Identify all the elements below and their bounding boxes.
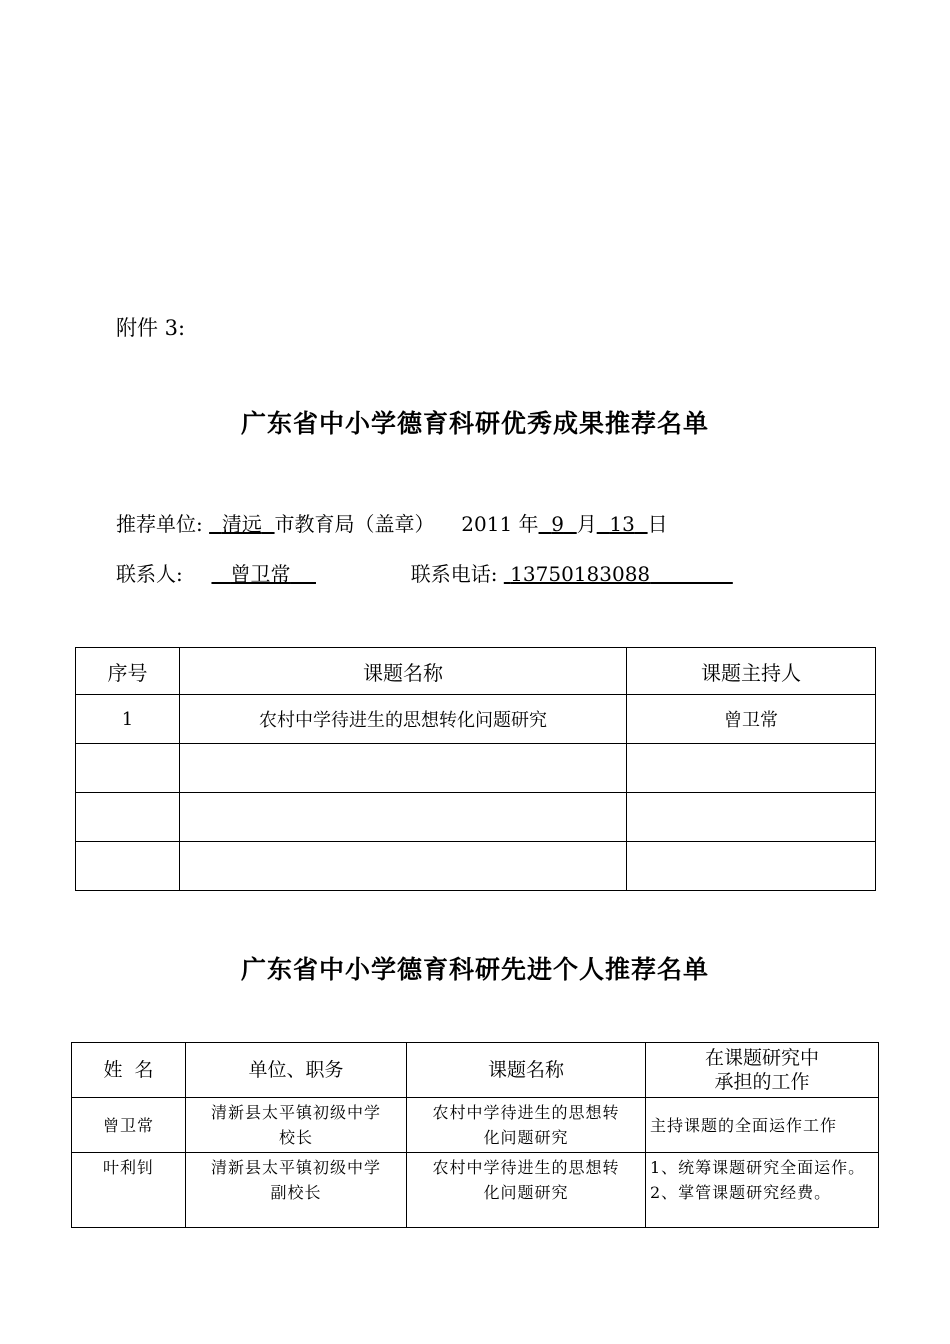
- table-row: [76, 842, 876, 891]
- header-role-line1: 在课题研究中: [704, 1047, 819, 1069]
- unit-label: 推荐单位:: [116, 512, 203, 536]
- individuals-table: [71, 1042, 879, 1228]
- table-header-row: [76, 648, 876, 695]
- header-topic: 课题名称: [407, 1043, 646, 1098]
- header-role: [646, 1043, 879, 1098]
- table-row: [72, 1098, 879, 1153]
- cell-work: [646, 1153, 879, 1228]
- cell-unit: [186, 1153, 407, 1228]
- cell-name: 曾卫常: [72, 1098, 186, 1153]
- day-unit: 日: [647, 512, 668, 536]
- phone-value: 13750183088: [510, 562, 651, 586]
- header-host: 课题主持人: [627, 648, 876, 695]
- topic-line2: 化问题研究: [483, 1128, 569, 1147]
- table-row: [76, 744, 876, 793]
- cell-unit: [186, 1098, 407, 1153]
- unit-value: 清远: [221, 512, 262, 536]
- work-line2: 2、掌管课题研究经费。: [650, 1183, 832, 1202]
- day-value: 13: [609, 512, 635, 536]
- cell-host: [627, 793, 876, 842]
- month-value: 9: [551, 512, 564, 536]
- contact-line: [116, 558, 733, 587]
- cell-topic: [407, 1153, 646, 1228]
- individuals-list-title: 广东省中小学德育科研先进个人推荐名单: [240, 955, 709, 984]
- results-list-title: 广东省中小学德育科研优秀成果推荐名单: [240, 409, 709, 438]
- cell-index: 1: [76, 695, 180, 744]
- header-role-line2: 承担的工作: [714, 1071, 810, 1093]
- cell-host: 曾卫常: [627, 695, 876, 744]
- year-value: 2011: [461, 512, 513, 536]
- work-line1: 1、统筹课题研究全面运作。: [650, 1158, 866, 1177]
- cell-host: [627, 842, 876, 891]
- contact-label: 联系人:: [116, 562, 183, 586]
- phone-label: 联系电话:: [410, 562, 498, 586]
- attachment-label: 附件 3:: [116, 316, 186, 340]
- unit-line2: 副校长: [270, 1183, 322, 1202]
- work-line1: 主持课题的全面运作工作: [650, 1115, 838, 1135]
- contact-value: 曾卫常: [230, 562, 291, 586]
- cell-topic: [407, 1098, 646, 1153]
- cell-topic: [180, 793, 627, 842]
- header-name: 姓 名: [72, 1043, 186, 1098]
- cell-index: [76, 744, 180, 793]
- recommend-unit-line: [116, 508, 668, 537]
- table-row: [76, 695, 876, 744]
- cell-host: [627, 744, 876, 793]
- results-table: [75, 647, 876, 891]
- year-unit: 年: [518, 512, 539, 536]
- cell-topic: [180, 842, 627, 891]
- cell-topic: [180, 744, 627, 793]
- unit-line1: 清新县太平镇初级中学: [210, 1158, 381, 1177]
- table-header-row: [72, 1043, 879, 1098]
- topic-line2: 化问题研究: [483, 1183, 569, 1202]
- cell-name: 叶利钊: [72, 1153, 186, 1228]
- cell-index: [76, 793, 180, 842]
- header-index: 序号: [76, 648, 180, 695]
- header-topic: 课题名称: [180, 648, 627, 695]
- header-unit-position: 单位、职务: [186, 1043, 407, 1098]
- table-row: [72, 1153, 879, 1228]
- unit-line2: 校长: [278, 1128, 313, 1147]
- topic-line1: 农村中学待进生的思想转: [432, 1158, 620, 1177]
- unit-suffix: 市教育局（盖章）: [274, 512, 435, 536]
- table-row: [76, 793, 876, 842]
- unit-line1: 清新县太平镇初级中学: [210, 1103, 381, 1122]
- month-unit: 月: [576, 512, 597, 536]
- cell-work: [646, 1098, 879, 1153]
- cell-topic: 农村中学待进生的思想转化问题研究: [180, 695, 627, 744]
- cell-index: [76, 842, 180, 891]
- topic-line1: 农村中学待进生的思想转: [432, 1103, 620, 1122]
